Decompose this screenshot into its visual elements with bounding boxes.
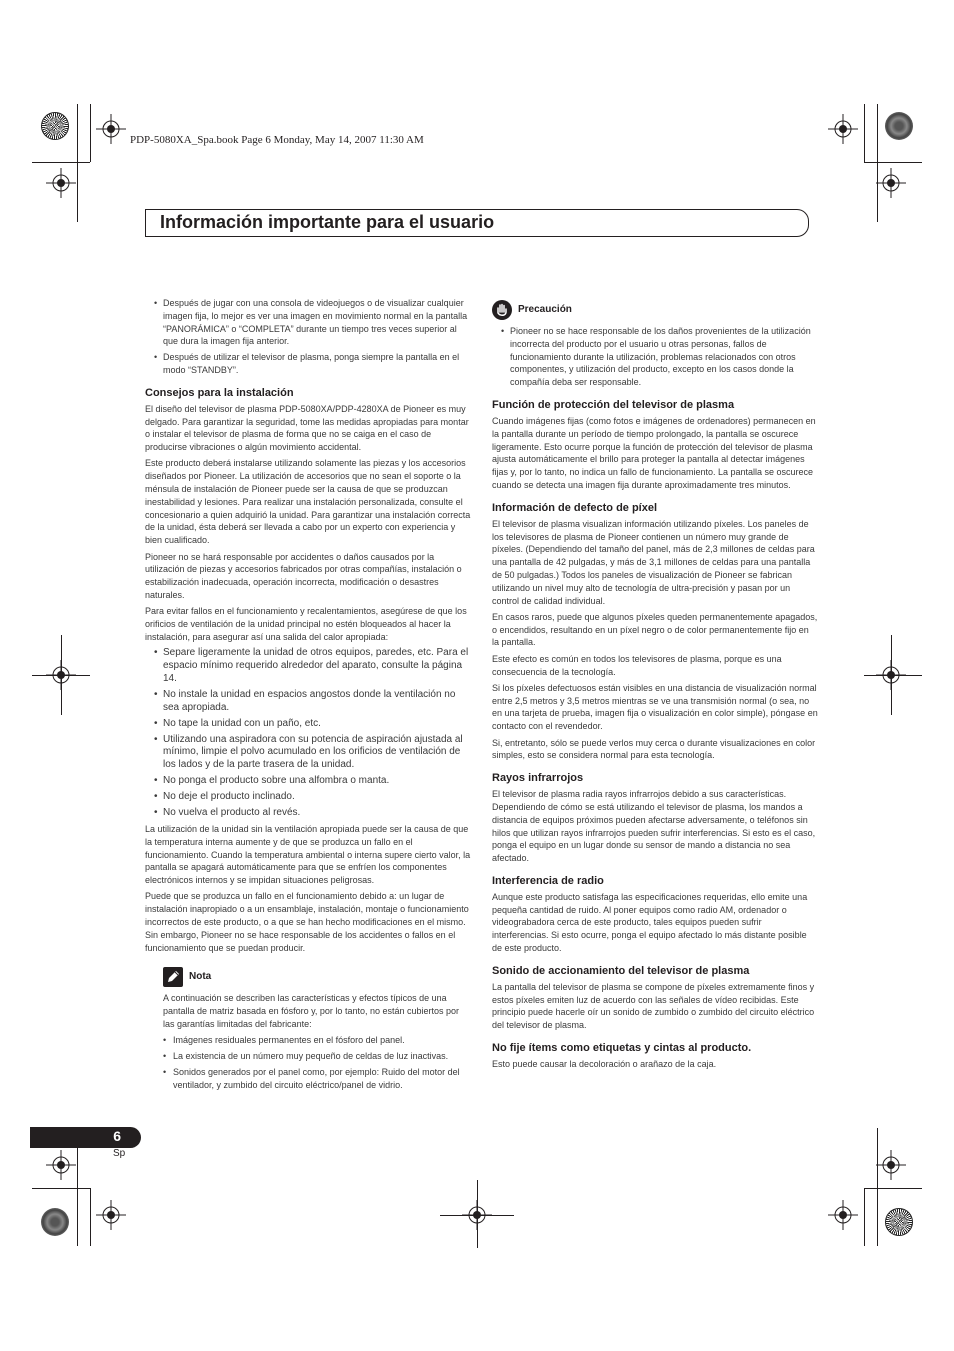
trim-line [891, 635, 892, 715]
section-heading-rayos: Rayos infrarrojos [492, 772, 584, 785]
paragraph: Esto puede causar la decoloración o arañazo de la caja. [492, 1059, 717, 1070]
halftone-disc-icon [885, 112, 913, 140]
trim-line [864, 675, 922, 676]
list-item: • Después de jugar con una consola de videojuegos o de visualizar cualquier imagen fija, lo mejor es ver una imagen en movimiento normal en la pantalla “PANORÁMICA” o “COMPLETA” durante un tiempo tres veces superior al que dura la imagen fija anterior. [145, 297, 471, 348]
paragraph: El televisor de plasma radia rayos infrarrojos debido a sus características. Dependiendo de cómo se está utilizando el televisor de plasma, los mandos a distancia de equipos próximos pueden afectarse adversamente, o teléfonos sin hilos que utilizan rayos infrarrojos pueden sufrir interferencias. Si esto es el caso, ponga el equipo en un lugar donde su sensor de mando a distancia no sea afectado. [492, 789, 816, 864]
paragraph: Este producto deberá instalarse utilizando solamente las piezas y los accesorios diseñados por Pioneer. La utilización de accesorios que no sean el soporte o la ménsula de instalación de Pioneer puede ser la causa de que se produzcan inestabilidad y lesiones. Para realizar una instalación personalizada, consulte el concesionario a quien adquirió la unidad. Para garantizar una instalación correcta de la unidad, ésta deberá ser llevada a cabo por un experto con experiencia y bien cualificado. [145, 458, 471, 546]
list-item: • Utilizando una aspiradora con su potencia de aspiración ajustada al mínimo, limpie el polvo acumulado en los orificios de ventilación de los lados y de la parte trasera de la unidad. [145, 734, 471, 773]
top-bullet-list [145, 297, 471, 377]
section-heading-radio: Interferencia de radio [492, 874, 604, 887]
list-item: • Pioneer no se hace responsable de los daños provenientes de la utilización incorrecta del producto por el usuario u otras personas, fallos de funcionamiento durante la utilización, problemas relacionados con otros componentes, y utilización del producto, excepto en los casos donde la compañía deba ser responsable. [492, 325, 818, 389]
page-language: Sp [113, 1148, 126, 1159]
nota-block [145, 966, 471, 1091]
trim-line [77, 104, 78, 222]
nota-label: Nota [189, 971, 212, 983]
trim-line [877, 104, 878, 222]
precaucion-header [492, 299, 818, 321]
crosshair-registration-icon [46, 168, 76, 198]
section-heading-pixel: Información de defecto de píxel [492, 501, 658, 514]
list-item: • No deje el producto inclinado. [145, 791, 471, 804]
page-title: Información importante para el usuario [160, 212, 495, 232]
paragraph: La utilización de la unidad sin la ventilación apropiada puede ser la causa de que la temperatura interna aumente y de que se produzca un fallo en el funcionamiento. Cuando la temperatura ambiental o interna supere cierto valor, la pantalla se apagará automáticamente para que se enfríen los componentes electrónicos internos y se impidan situaciones peligrosas. [145, 824, 471, 886]
left-column [145, 297, 471, 1095]
list-item: • La existencia de un número muy pequeño de celdas de luz inactivas. [163, 1050, 471, 1063]
list-item: • Sonidos generados por el panel como, por ejemplo: Ruido del motor del ventilador, y zumbido del circuito eléctrico/panel de vidrio. [163, 1066, 471, 1092]
trim-line [32, 162, 90, 163]
caution-hand-icon [492, 300, 512, 320]
crosshair-registration-icon [876, 168, 906, 198]
trim-line [864, 1188, 865, 1246]
paragraph: A continuación se describen las características y efectos típicos de una pantalla de matriz basada en fósforo y, por lo tanto, no están cubiertos por las garantías limitadas del fabricante: [163, 993, 460, 1030]
crosshair-registration-icon [828, 1200, 858, 1230]
precaucion-block [492, 299, 818, 389]
trim-line [90, 104, 91, 162]
trim-line [32, 1188, 90, 1189]
trim-line [61, 635, 62, 715]
list-item: • Después de utilizar el televisor de plasma, ponga siempre la pantalla en el modo “STANDBY”. [145, 351, 471, 377]
page-number: 6 [113, 1128, 121, 1144]
nota-header [163, 966, 471, 988]
section-heading-consejos: Consejos para la instalación [145, 386, 294, 399]
paragraph: En casos raros, puede que algunos píxeles queden permanentemente apagados, o encendidos, resultando en un píxel negro o de color permanentemente fijo en la pantalla. [492, 611, 818, 648]
list-item: • Separe ligeramente la unidad de otros equipos, paredes, etc. Para el espacio mínimo requerido alrededor del aparato, consulte la página 14. [145, 647, 471, 686]
section-heading-funcion: Función de protección del televisor de plasma [492, 398, 735, 411]
trim-line [864, 162, 922, 163]
file-header: PDP-5080XA_Spa.book Page 6 Monday, May 14, 2007 11:30 AM [130, 134, 424, 146]
list-item: • No ponga el producto sobre una alfombra o manta. [145, 775, 471, 788]
paragraph: Puede que se produzca un fallo en el funcionamiento debido a: un lugar de instalación inapropiado o a un ensamblaje, instalación, montaje o funcionamiento incorrectos de este producto, o a que se han hecho modificaciones en el mismo. Sin embargo, Pioneer no se hace responsable de los accidentes o fallos en el funcionamiento que se puedan producir. [145, 891, 469, 953]
trim-line [90, 1188, 91, 1246]
crosshair-registration-icon [46, 1150, 76, 1180]
install-bullet-list [145, 647, 471, 820]
crosshair-registration-icon [876, 1150, 906, 1180]
list-item: • No vuelva el producto al revés. [145, 807, 471, 820]
section-heading-fije: No fije ítems como etiquetas y cintas al producto. [492, 1042, 752, 1055]
paragraph: Cuando imágenes fijas (como fotos e imágenes de ordenadores) permanecen en la pantalla durante un período de tiempo prolongado, la pantalla se oscurece ligeramente. Esto ocurre porque la función de protección del televisor de plasma ajusta automáticamente el brillo para proteger la pantalla al detectar imágenes fijas y, por lo tanto, no indica un fallo de funcionamiento. La pantalla se oscurece cuando se detecta una imagen fija durante aproximadamente tres minutos. [492, 415, 816, 490]
trim-line [877, 1128, 878, 1246]
title-bar [145, 209, 809, 237]
paragraph: La pantalla del televisor de plasma se compone de píxeles extremamente finos y estos píxeles emiten luz de acuerdo con las señales de vídeo recibidas. Este principio puede hacerle oír un sonido de zumbido o zumbido del circuito eléctrico del televisor de plasma. [492, 981, 815, 1031]
paragraph: Pioneer no se hará responsable por accidentes o daños causados por la utilización de piezas y accesorios fabricados por otras compañías, instalación o estabilización inadecuada, operación incorrecta, modificación o desastres naturales. [145, 551, 462, 600]
precaucion-label: Precaución [518, 303, 572, 315]
page-number-tab [30, 1127, 141, 1148]
pencil-note-icon [163, 967, 183, 987]
precaucion-bullet-list [492, 325, 818, 389]
paragraph: Para evitar fallos en el funcionamiento y recalentamientos, asegúrese de que los orificios de ventilación de la unidad principal no estén bloqueados al hacer la instalación, para asegurar así una salida del calor apropiada: [145, 606, 467, 642]
list-item: • No tape la unidad con un paño, etc. [145, 718, 471, 731]
crosshair-registration-icon [96, 1200, 126, 1230]
trim-line [864, 1188, 922, 1189]
nota-bullet-list [163, 1034, 471, 1091]
paragraph: Si, entretanto, sólo se puede verlos muy cerca o durante visualizaciones en color simples, esto se considera normal para esta tecnología. [492, 737, 816, 761]
paragraph: Si los píxeles defectuosos están visibles en una distancia de visualización normal entre 2,5 metros y 3,5 metros mientras se ve una transmisión normal (o sea, no en una tarjeta de prueba, imagen fija o visualización en color simple), póngase en contacto con el revendedor. [492, 682, 818, 732]
halftone-disc-icon [41, 1208, 69, 1236]
trim-line [477, 1180, 478, 1248]
starburst-disc-icon [41, 112, 69, 140]
crosshair-registration-icon [828, 114, 858, 144]
trim-line [864, 104, 865, 162]
starburst-disc-icon [885, 1208, 913, 1236]
list-item: • No instale la unidad en espacios angostos donde la ventilación no sea apropiada. [145, 689, 471, 715]
paragraph: Aunque este producto satisfaga las especificaciones requeridas, ello emite una pequeña cantidad de ruido. Al poner equipos como radio AM, ordenador o videograbadora cerca de este producto, tales equipos pueden sufrir interferencias. Si esto ocurre, ponga el equipo afectado lo más distante posible de este producto. [492, 891, 808, 954]
list-item: • Imágenes residuales permanentes en el fósforo del panel. [163, 1034, 471, 1047]
right-column [492, 305, 818, 1074]
section-heading-sonido: Sonido de accionamiento del televisor de plasma [492, 964, 750, 977]
paragraph: El diseño del televisor de plasma PDP-5080XA/PDP-4280XA de Pioneer es muy delgado. Para garantizar la seguridad, tome las medidas apropiadas para montar o instalar el televisor de plasma de forma que no se caiga en el caso de producirse vibraciones o algún movimiento accidental. [145, 403, 469, 453]
paragraph: Este efecto es común en todos los televisores de plasma, porque es una consecuencia de la tecnología. [492, 653, 782, 677]
crosshair-registration-icon [96, 114, 126, 144]
paragraph: El televisor de plasma visualizan información utilizando píxeles. Los paneles de los televisores de plasma de Pioneer contienen un número muy grande de píxeles. (Dependiendo del tamaño del panel, más de 2,3 millones de celdas para una pantalla de 42 pulgadas, y más de 3,1 millones de celdas para una pantalla de 50 pulgadas.) Todos los paneles de visualización de Pioneer se fabrican utilizando un nivel muy alto de tecnología de ultra-precisión y pasan por un control de calidad individual. [492, 518, 815, 606]
